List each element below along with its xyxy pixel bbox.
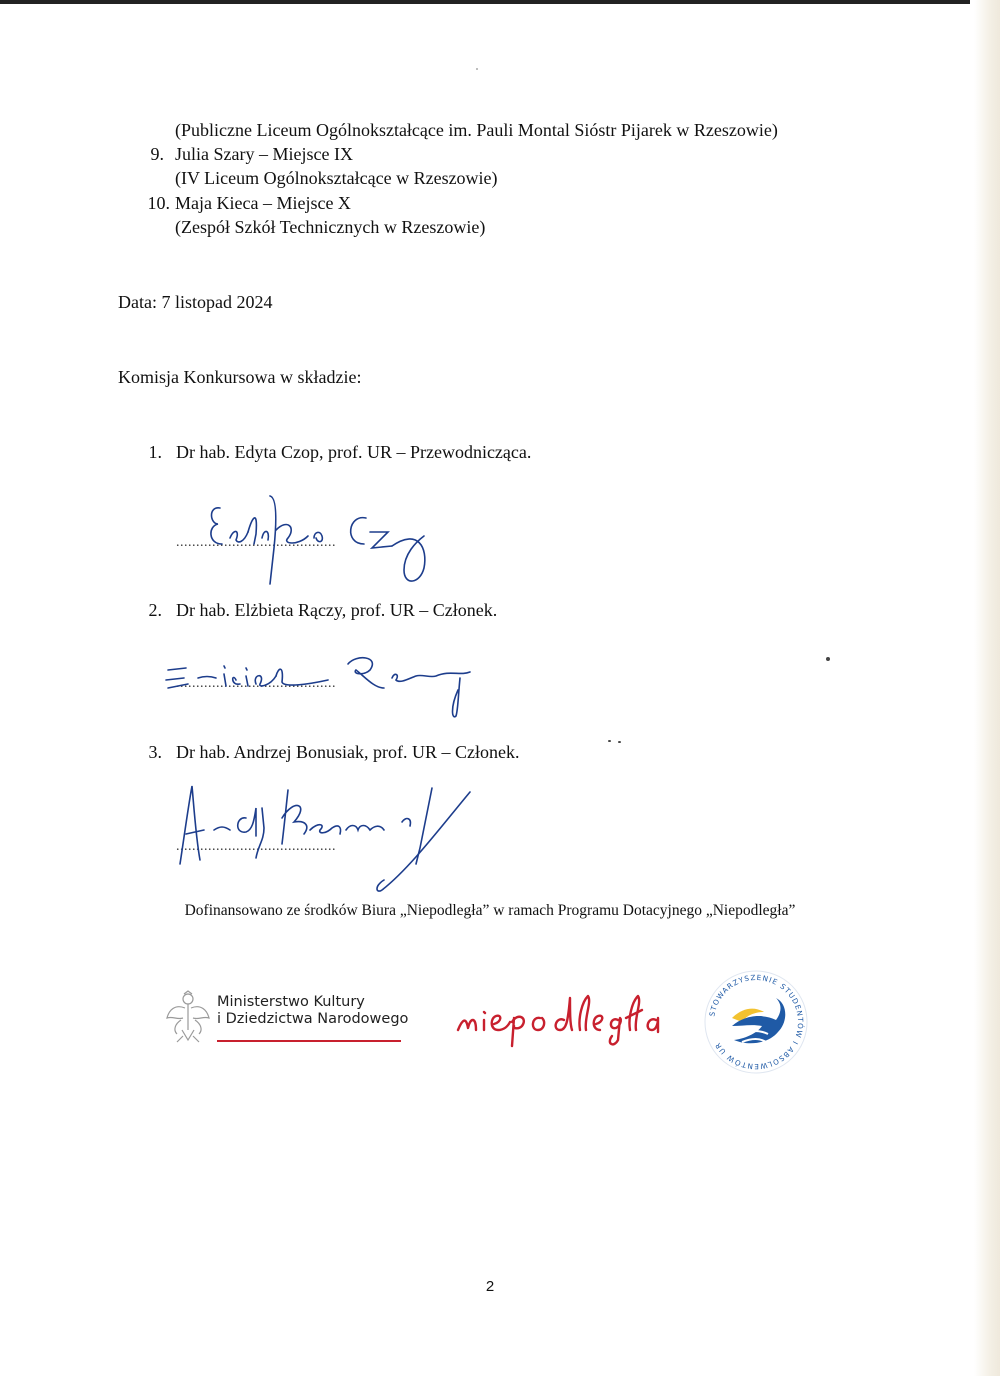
scan-speck <box>476 68 478 70</box>
polish-eagle-icon <box>165 990 211 1044</box>
scan-top-border <box>0 0 970 4</box>
mkidn-red-underline <box>217 1040 401 1042</box>
scan-speck <box>618 741 621 743</box>
association-logo <box>702 968 810 1076</box>
scan-speck <box>826 657 830 661</box>
item10-name: Maja Kieca – Miejsce X <box>175 193 351 213</box>
niepodlegla-logo <box>452 982 662 1052</box>
scan-right-edge <box>974 0 1000 1376</box>
signature-bonusiak <box>170 768 490 898</box>
mkidn-line2: i Dziedzictwa Narodowego <box>217 1011 409 1027</box>
committee-number-1: 1. <box>148 442 162 462</box>
item9-school: (IV Liceum Ogólnokształcące w Rzeszowie) <box>175 168 498 188</box>
committee-number-3: 3. <box>148 742 162 762</box>
committee-heading: Komisja Konkursowa w składzie: <box>118 367 362 387</box>
funding-note: Dofinansowano ze środków Biura „Niepodległa” w ramach Programu Dotacyjnego „Niepodległa” <box>184 902 796 919</box>
mkidn-name <box>217 994 408 1028</box>
signature-line-1: ........................................ <box>176 535 336 550</box>
signature-line-2: ........................................ <box>176 676 336 691</box>
date-line: Data: 7 listopad 2024 <box>118 292 273 312</box>
item10-school: (Zespół Szkół Technicznych w Rzeszowie) <box>175 217 486 237</box>
page-number: 2 <box>485 1278 495 1295</box>
item9-number: 9. <box>150 144 164 164</box>
scan-speck <box>608 740 611 742</box>
item10-number: 10. <box>147 193 170 213</box>
committee-number-2: 2. <box>148 600 162 620</box>
signature-czop <box>178 488 438 588</box>
signature-raczy <box>160 650 480 720</box>
item8-school: (Publiczne Liceum Ogólnokształcące im. Pauli Montal Sióstr Pijarek w Rzeszowie) <box>175 120 778 140</box>
committee-member-1: Dr hab. Edyta Czop, prof. UR – Przewodnicząca. <box>176 442 532 462</box>
item9-name: Julia Szary – Miejsce IX <box>175 144 353 164</box>
signature-line-3: ........................................ <box>176 839 336 854</box>
association-ring-text: STOWARZYSZENIE STUDENTÓW I ABSOLWENTÓW UR <box>707 972 806 1072</box>
committee-member-2: Dr hab. Elżbieta Rączy, prof. UR – Członek. <box>176 600 498 620</box>
mkidn-logo <box>165 990 409 1048</box>
mkidn-line1: Ministerstwo Kultury <box>217 994 365 1010</box>
committee-member-3: Dr hab. Andrzej Bonusiak, prof. UR – Członek. <box>176 742 520 762</box>
